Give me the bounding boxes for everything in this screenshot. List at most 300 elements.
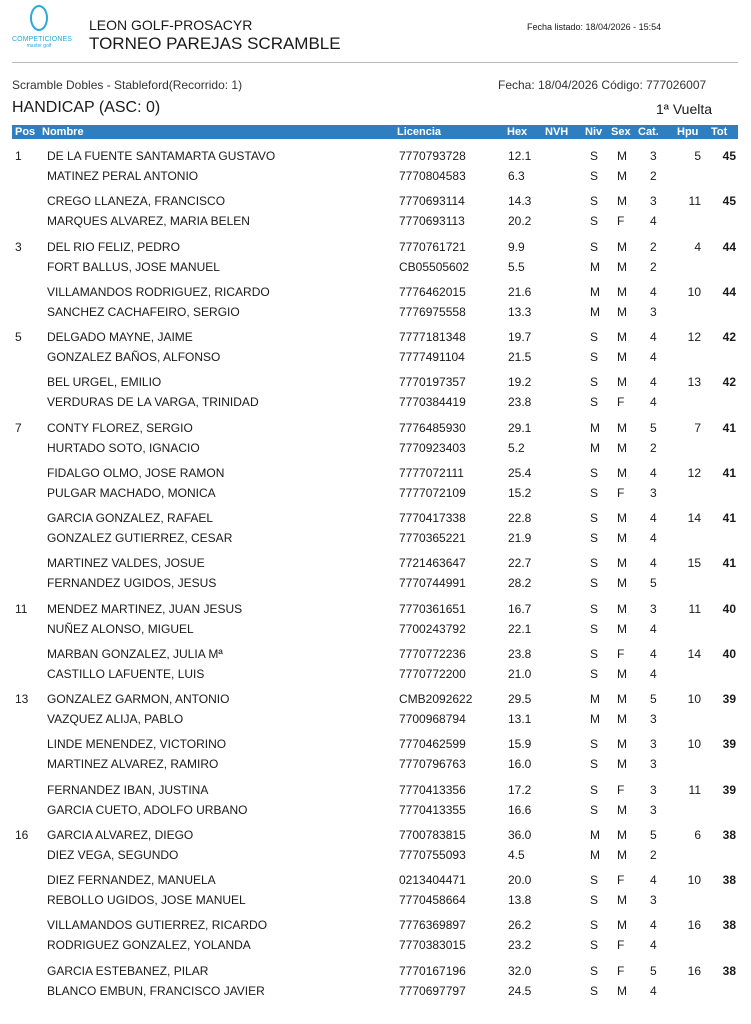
license: 7770796763 bbox=[399, 757, 466, 772]
position: 11 bbox=[15, 601, 28, 616]
date-code: Fecha: 18/04/2026 Código: 777026007 bbox=[498, 78, 707, 92]
player-row bbox=[0, 392, 751, 412]
sex: M bbox=[617, 169, 627, 183]
license: 7770383015 bbox=[399, 938, 466, 953]
sex: M bbox=[617, 827, 627, 842]
player-name: DELGADO MAYNE, JAIME bbox=[47, 330, 193, 344]
sex: M bbox=[617, 330, 627, 344]
level: M bbox=[590, 712, 600, 726]
player-name: BEL URGEL, EMILIO bbox=[47, 375, 162, 390]
handicap-exact: 22.7 bbox=[508, 556, 532, 571]
player-row bbox=[0, 825, 751, 845]
col-sex: Sex bbox=[611, 126, 631, 138]
license: 7770417338 bbox=[399, 511, 466, 525]
player-row bbox=[0, 508, 751, 528]
sex: M bbox=[617, 531, 627, 545]
sex: M bbox=[617, 350, 627, 364]
player-row bbox=[0, 800, 751, 820]
player-row bbox=[0, 211, 751, 231]
results-table bbox=[0, 142, 751, 1002]
category: 4 bbox=[650, 556, 657, 571]
handicap-heading: HANDICAP (ASC: 0) bbox=[12, 99, 161, 116]
playing-handicap: 12 bbox=[687, 465, 701, 480]
license: 7721463647 bbox=[399, 556, 466, 571]
handicap-exact: 32.0 bbox=[508, 963, 532, 978]
license: CB05505602 bbox=[399, 259, 470, 274]
playing-handicap: 7 bbox=[694, 420, 701, 435]
license: 7770413355 bbox=[399, 802, 466, 817]
logo-ring-icon bbox=[30, 5, 48, 31]
level: S bbox=[590, 465, 599, 480]
col-nvh: NVH bbox=[545, 126, 569, 138]
license: 7770744991 bbox=[399, 576, 466, 591]
handicap-exact: 5.2 bbox=[508, 440, 525, 455]
handicap-exact: 23.2 bbox=[508, 938, 532, 953]
handicap-exact: 14.3 bbox=[508, 194, 532, 209]
handicap-exact: 22.8 bbox=[508, 511, 532, 525]
player-name: PULGAR MACHADO, MONICA bbox=[47, 485, 216, 500]
category: 3 bbox=[650, 782, 657, 797]
sex: M bbox=[617, 847, 627, 862]
player-row bbox=[0, 438, 751, 458]
player-row bbox=[0, 302, 751, 322]
level: S bbox=[590, 893, 599, 907]
category: 2 bbox=[650, 440, 657, 455]
player-name: MARQUES ALVAREZ, MARIA BELEN bbox=[47, 214, 250, 229]
total-points: 42 bbox=[722, 330, 736, 344]
player-row bbox=[0, 237, 751, 257]
position: 3 bbox=[15, 239, 22, 254]
player-row bbox=[0, 644, 751, 664]
player-name: GARCIA ALVAREZ, DIEGO bbox=[47, 827, 194, 842]
player-row bbox=[0, 528, 751, 548]
player-name: LINDE MENENDEZ, VICTORINO bbox=[47, 737, 227, 752]
category: 3 bbox=[650, 485, 657, 500]
total-points: 40 bbox=[722, 601, 736, 616]
level: S bbox=[590, 983, 599, 998]
license: 7770462599 bbox=[399, 737, 466, 752]
position: 16 bbox=[15, 827, 29, 842]
logo-subtext: master golf bbox=[26, 43, 52, 49]
pair-row bbox=[0, 911, 751, 956]
pair-row bbox=[0, 187, 751, 232]
category: 4 bbox=[650, 284, 657, 299]
col-hpu: Hpu bbox=[677, 126, 699, 138]
position: 5 bbox=[15, 330, 22, 344]
license: 7777181348 bbox=[399, 330, 466, 344]
level: S bbox=[590, 149, 599, 163]
player-name: MATINEZ PERAL ANTONIO bbox=[47, 169, 199, 183]
handicap-exact: 16.0 bbox=[508, 757, 532, 772]
level: M bbox=[590, 440, 600, 455]
sex: M bbox=[617, 284, 627, 299]
level: S bbox=[590, 350, 599, 364]
player-name: DIEZ FERNANDEZ, MANUELA bbox=[47, 873, 216, 887]
player-name: FIDALGO OLMO, JOSE RAMON bbox=[47, 465, 225, 480]
playing-handicap: 11 bbox=[688, 782, 701, 797]
sex: M bbox=[617, 692, 627, 706]
level: M bbox=[590, 284, 600, 299]
license: 7700968794 bbox=[399, 712, 466, 726]
sex: F bbox=[617, 963, 625, 978]
handicap-exact: 5.5 bbox=[508, 259, 525, 274]
category: 4 bbox=[650, 918, 657, 933]
category: 4 bbox=[650, 395, 657, 410]
player-name: MARTINEZ VALDES, JOSUE bbox=[47, 556, 205, 571]
player-name: BLANCO EMBUN, FRANCISCO JAVIER bbox=[47, 983, 265, 998]
handicap-exact: 29.5 bbox=[508, 692, 532, 706]
player-row bbox=[0, 418, 751, 438]
handicap-exact: 22.1 bbox=[508, 621, 532, 636]
category: 3 bbox=[650, 802, 657, 817]
pair-row bbox=[0, 278, 751, 323]
player-name: DE LA FUENTE SANTAMARTA GUSTAVO bbox=[47, 149, 276, 163]
level: S bbox=[590, 666, 599, 681]
player-name: RODRIGUEZ GONZALEZ, YOLANDA bbox=[47, 938, 251, 953]
category: 2 bbox=[650, 239, 657, 254]
category: 3 bbox=[650, 737, 657, 752]
category: 4 bbox=[650, 621, 657, 636]
player-row bbox=[0, 689, 751, 709]
sex: M bbox=[617, 983, 627, 998]
license: 7770793728 bbox=[399, 149, 466, 163]
level: S bbox=[590, 395, 599, 410]
player-name: VILLAMANDOS RODRIGUEZ, RICARDO bbox=[47, 284, 270, 299]
listing-date: Fecha listado: 18/04/2026 - 15:54 bbox=[527, 22, 662, 32]
sex: M bbox=[617, 465, 627, 480]
player-name: FORT BALLUS, JOSE MANUEL bbox=[47, 259, 220, 274]
category: 4 bbox=[650, 646, 657, 661]
handicap-exact: 24.5 bbox=[508, 983, 532, 998]
level: S bbox=[590, 169, 599, 183]
handicap-exact: 21.6 bbox=[508, 284, 532, 299]
sex: F bbox=[617, 485, 625, 500]
license: 7770384419 bbox=[399, 395, 466, 410]
level: S bbox=[590, 511, 599, 525]
total-points: 39 bbox=[722, 692, 736, 706]
handicap-exact: 28.2 bbox=[508, 576, 532, 591]
total-points: 45 bbox=[722, 149, 736, 163]
player-name: GARCIA CUETO, ADOLFO URBANO bbox=[47, 802, 248, 817]
handicap-exact: 13.8 bbox=[508, 893, 532, 907]
license: 7770761721 bbox=[399, 239, 466, 254]
level: S bbox=[590, 375, 599, 390]
playing-handicap: 10 bbox=[687, 873, 701, 887]
level: S bbox=[590, 214, 599, 229]
category: 4 bbox=[650, 375, 657, 390]
level: M bbox=[590, 692, 600, 706]
category: 3 bbox=[650, 601, 657, 616]
player-row bbox=[0, 619, 751, 639]
sex: M bbox=[617, 440, 627, 455]
player-row bbox=[0, 191, 751, 211]
pair-row bbox=[0, 821, 751, 866]
player-row bbox=[0, 553, 751, 573]
total-points: 42 bbox=[722, 375, 736, 390]
sex: M bbox=[617, 737, 627, 752]
license: 7770697797 bbox=[399, 983, 466, 998]
player-row bbox=[0, 870, 751, 890]
player-row bbox=[0, 890, 751, 910]
sex: F bbox=[617, 646, 625, 661]
sex: M bbox=[617, 893, 627, 907]
col-licencia: Licencia bbox=[397, 126, 442, 138]
player-row bbox=[0, 166, 751, 186]
category: 3 bbox=[650, 757, 657, 772]
category: 2 bbox=[650, 847, 657, 862]
category: 4 bbox=[650, 983, 657, 998]
playing-handicap: 6 bbox=[694, 827, 701, 842]
player-row bbox=[0, 599, 751, 619]
level: M bbox=[590, 304, 600, 319]
competiciones-logo bbox=[12, 5, 73, 57]
player-row bbox=[0, 257, 751, 277]
sex: M bbox=[617, 666, 627, 681]
sex: M bbox=[617, 621, 627, 636]
level: S bbox=[590, 757, 599, 772]
total-points: 38 bbox=[722, 827, 736, 842]
category: 4 bbox=[650, 873, 657, 887]
player-name: DIEZ VEGA, SEGUNDO bbox=[47, 847, 179, 862]
player-row bbox=[0, 845, 751, 865]
sex: M bbox=[617, 918, 627, 933]
player-row bbox=[0, 483, 751, 503]
category: 4 bbox=[650, 666, 657, 681]
pair-row bbox=[0, 866, 751, 911]
sex: M bbox=[617, 712, 627, 726]
pair-row bbox=[0, 414, 751, 459]
license: 7700783815 bbox=[399, 827, 466, 842]
pair-row bbox=[0, 368, 751, 413]
handicap-exact: 20.2 bbox=[508, 214, 532, 229]
pair-row bbox=[0, 640, 751, 685]
handicap-exact: 15.9 bbox=[508, 737, 532, 752]
handicap-exact: 6.3 bbox=[508, 169, 525, 183]
level: S bbox=[590, 330, 599, 344]
category: 5 bbox=[650, 963, 657, 978]
sex: F bbox=[617, 873, 625, 887]
player-row bbox=[0, 935, 751, 955]
playing-handicap: 12 bbox=[687, 330, 701, 344]
col-cat: Cat. bbox=[638, 126, 659, 138]
player-name: FERNANDEZ UGIDOS, JESUS bbox=[47, 576, 217, 591]
handicap-exact: 29.1 bbox=[508, 420, 532, 435]
handicap-exact: 21.5 bbox=[508, 350, 532, 364]
pair-row bbox=[0, 776, 751, 821]
license: 7776485930 bbox=[399, 420, 466, 435]
player-row bbox=[0, 664, 751, 684]
level: M bbox=[590, 259, 600, 274]
player-row bbox=[0, 146, 751, 166]
playing-handicap: 16 bbox=[687, 918, 701, 933]
player-row bbox=[0, 347, 751, 367]
position: 7 bbox=[15, 420, 22, 435]
license: 7770365221 bbox=[399, 531, 466, 545]
player-name: VAZQUEZ ALIJA, PABLO bbox=[47, 712, 184, 726]
handicap-exact: 20.0 bbox=[508, 873, 532, 887]
category: 2 bbox=[650, 169, 657, 183]
category: 3 bbox=[650, 712, 657, 726]
player-name: VERDURAS DE LA VARGA, TRINIDAD bbox=[47, 395, 259, 410]
category: 4 bbox=[650, 511, 657, 525]
license: 7770755093 bbox=[399, 847, 466, 862]
total-points: 41 bbox=[722, 420, 736, 435]
sex: M bbox=[617, 556, 627, 571]
handicap-exact: 12.1 bbox=[508, 149, 532, 163]
total-points: 38 bbox=[722, 918, 736, 933]
handicap-exact: 21.0 bbox=[508, 666, 532, 681]
sex: M bbox=[617, 757, 627, 772]
category: 4 bbox=[650, 330, 657, 344]
level: S bbox=[590, 531, 599, 545]
player-name: MARTINEZ ALVAREZ, RAMIRO bbox=[47, 757, 219, 772]
handicap-exact: 26.2 bbox=[508, 918, 532, 933]
license: 7776369897 bbox=[399, 918, 466, 933]
pair-row bbox=[0, 685, 751, 730]
sex: M bbox=[617, 259, 627, 274]
category: 5 bbox=[650, 692, 657, 706]
sex: M bbox=[617, 149, 627, 163]
license: 7777072109 bbox=[399, 485, 466, 500]
level: M bbox=[590, 827, 600, 842]
sex: M bbox=[617, 576, 627, 591]
playing-handicap: 5 bbox=[694, 149, 701, 163]
player-name: NUÑEZ ALONSO, MIGUEL bbox=[47, 621, 194, 636]
player-row bbox=[0, 709, 751, 729]
sex: F bbox=[617, 782, 625, 797]
header-divider bbox=[12, 62, 738, 63]
license: 7776975558 bbox=[399, 304, 466, 319]
handicap-exact: 21.9 bbox=[508, 531, 532, 545]
playing-handicap: 10 bbox=[687, 692, 701, 706]
sex: M bbox=[617, 375, 627, 390]
playing-handicap: 16 bbox=[687, 963, 701, 978]
level: M bbox=[590, 420, 600, 435]
level: S bbox=[590, 239, 599, 254]
license: 7770167196 bbox=[399, 963, 466, 978]
handicap-exact: 16.7 bbox=[508, 601, 532, 616]
player-name: GONZALEZ BAÑOS, ALFONSO bbox=[47, 350, 221, 364]
total-points: 41 bbox=[722, 465, 736, 480]
player-name: CONTY FLOREZ, SERGIO bbox=[47, 420, 193, 435]
level: M bbox=[590, 847, 600, 862]
pair-row bbox=[0, 549, 751, 594]
pair-row bbox=[0, 142, 751, 187]
license: 7700243792 bbox=[399, 621, 466, 636]
level: S bbox=[590, 621, 599, 636]
player-name: HURTADO SOTO, IGNACIO bbox=[47, 440, 200, 455]
player-name: DEL RIO FELIZ, PEDRO bbox=[47, 239, 180, 254]
col-niv: Niv bbox=[585, 126, 603, 138]
playing-handicap: 10 bbox=[687, 737, 701, 752]
playing-handicap: 14 bbox=[687, 511, 701, 525]
license: 7777491104 bbox=[399, 350, 465, 364]
license: 7770197357 bbox=[399, 375, 466, 390]
total-points: 44 bbox=[722, 284, 736, 299]
level: S bbox=[590, 646, 599, 661]
player-name: MARBAN GONZALEZ, JULIA Mª bbox=[47, 646, 223, 661]
playing-handicap: 14 bbox=[687, 646, 701, 661]
category: 4 bbox=[650, 531, 657, 545]
handicap-exact: 19.7 bbox=[508, 330, 532, 344]
position: 1 bbox=[15, 149, 22, 163]
player-name: GARCIA ESTEBANEZ, PILAR bbox=[47, 963, 209, 978]
player-name: VILLAMANDOS GUTIERREZ, RICARDO bbox=[47, 918, 268, 933]
handicap-exact: 4.5 bbox=[508, 847, 525, 862]
handicap-exact: 23.8 bbox=[508, 646, 532, 661]
total-points: 38 bbox=[722, 873, 736, 887]
handicap-exact: 16.6 bbox=[508, 802, 532, 817]
sex: M bbox=[617, 194, 627, 209]
handicap-exact: 13.3 bbox=[508, 304, 532, 319]
level: S bbox=[590, 918, 599, 933]
handicap-exact: 17.2 bbox=[508, 782, 532, 797]
total-points: 40 bbox=[722, 646, 736, 661]
pair-row bbox=[0, 323, 751, 368]
total-points: 44 bbox=[722, 239, 736, 254]
license: 7770458664 bbox=[399, 893, 466, 907]
round-label: 1ª Vuelta bbox=[656, 101, 713, 117]
handicap-exact: 13.1 bbox=[508, 712, 532, 726]
category: 4 bbox=[650, 350, 657, 364]
sex: M bbox=[617, 239, 627, 254]
total-points: 38 bbox=[722, 963, 736, 978]
handicap-exact: 36.0 bbox=[508, 827, 532, 842]
category: 4 bbox=[650, 465, 657, 480]
player-row bbox=[0, 282, 751, 302]
level: S bbox=[590, 576, 599, 591]
license: 7770413356 bbox=[399, 782, 466, 797]
total-points: 41 bbox=[722, 511, 736, 525]
player-row bbox=[0, 780, 751, 800]
total-points: 39 bbox=[722, 737, 736, 752]
category: 5 bbox=[650, 576, 657, 591]
category: 3 bbox=[650, 893, 657, 907]
sex: F bbox=[617, 938, 625, 953]
player-name: CREGO LLANEZA, FRANCISCO bbox=[47, 194, 226, 209]
level: S bbox=[590, 601, 599, 616]
category: 3 bbox=[650, 194, 657, 209]
pair-row bbox=[0, 233, 751, 278]
handicap-exact: 25.4 bbox=[508, 465, 532, 480]
license: 7770804583 bbox=[399, 169, 466, 183]
club-name: LEON GOLF-PROSACYR bbox=[89, 17, 253, 33]
table-header bbox=[12, 125, 738, 139]
player-row bbox=[0, 961, 751, 981]
player-name: GONZALEZ GUTIERREZ, CESAR bbox=[47, 531, 233, 545]
pair-row bbox=[0, 730, 751, 775]
level: S bbox=[590, 782, 599, 797]
category: 2 bbox=[650, 259, 657, 274]
category: 5 bbox=[650, 827, 657, 842]
level: S bbox=[590, 737, 599, 752]
sex: M bbox=[617, 802, 627, 817]
total-points: 39 bbox=[722, 782, 736, 797]
category: 5 bbox=[650, 420, 657, 435]
playing-handicap: 11 bbox=[688, 194, 701, 209]
category: 4 bbox=[650, 938, 657, 953]
player-name: SANCHEZ CACHAFEIRO, SERGIO bbox=[47, 304, 240, 319]
pair-row bbox=[0, 595, 751, 640]
level: S bbox=[590, 873, 599, 887]
sex: M bbox=[617, 511, 627, 525]
license: 7777072111 bbox=[399, 465, 464, 480]
license: 0213404471 bbox=[399, 873, 466, 887]
pair-row bbox=[0, 459, 751, 504]
sex: M bbox=[617, 420, 627, 435]
license: 7770693113 bbox=[399, 214, 465, 229]
handicap-exact: 19.2 bbox=[508, 375, 532, 390]
